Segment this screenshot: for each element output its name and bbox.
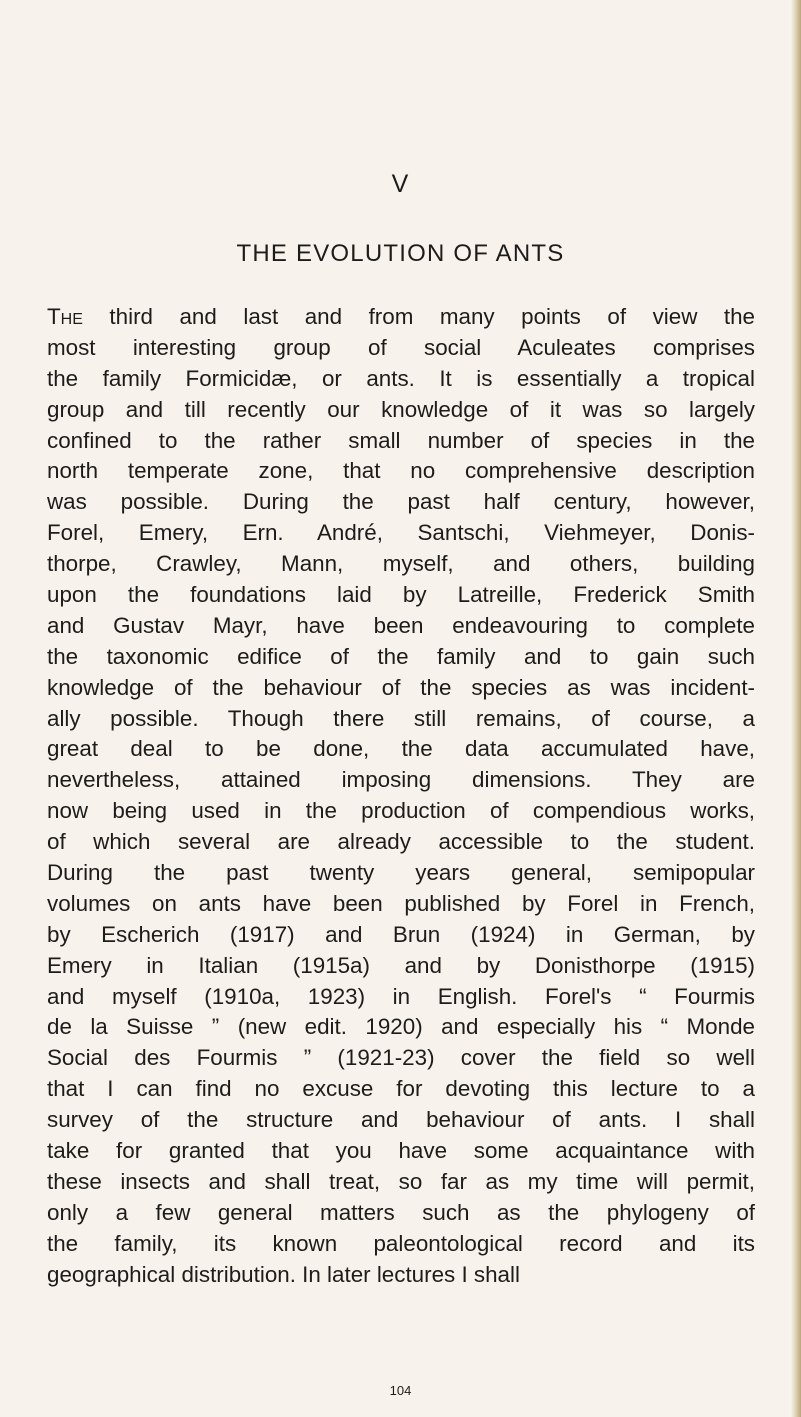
text-line: now being used in the production of compendious works, bbox=[47, 798, 755, 824]
text-line: by Escherich (1917) and Brun (1924) in German, by bbox=[47, 921, 755, 947]
text-line: knowledge of the behaviour of the species as was incident- bbox=[47, 674, 755, 700]
drop-word: The bbox=[47, 304, 83, 329]
text-line: During the past twenty years general, semipopular bbox=[47, 860, 755, 886]
text-line: and Gustav Mayr, have been endeavouring to complete bbox=[47, 612, 755, 638]
text-line: and myself (1910a, 1923) in English. Forel's “ Fourmis bbox=[47, 983, 755, 1009]
text-line: nevertheless, attained imposing dimensions. They are bbox=[47, 767, 755, 793]
text-line: take for granted that you have some acquaintance with bbox=[47, 1138, 755, 1164]
text-line: that I can find no excuse for devoting this lecture to a bbox=[47, 1076, 755, 1102]
text-line: only a few general matters such as the phylogeny of bbox=[47, 1199, 755, 1225]
body-text bbox=[47, 302, 755, 1291]
page-number: 104 bbox=[389, 1383, 412, 1398]
text-line: great deal to be done, the data accumulated have, bbox=[47, 736, 755, 762]
text-line: ally possible. Though there still remains, of course, a bbox=[47, 705, 755, 731]
text-line: thorpe, Crawley, Mann, myself, and others, building bbox=[47, 551, 755, 577]
text-line: Forel, Emery, Ern. André, Santschi, Viehmeyer, Donis- bbox=[47, 520, 755, 546]
text-line: confined to the rather small number of species in the bbox=[47, 427, 755, 453]
text-line: survey of the structure and behaviour of ants. I shall bbox=[47, 1107, 755, 1133]
text-line: north temperate zone, that no comprehensive description bbox=[47, 458, 755, 484]
text-line: group and till recently our knowledge of it was so largely bbox=[47, 396, 755, 422]
text-line: the taxonomic edifice of the family and to gain such bbox=[47, 643, 755, 669]
text-line: upon the foundations laid by Latreille, Frederick Smith bbox=[47, 582, 755, 608]
text-line: the family Formicidæ, or ants. It is essentially a tropical bbox=[47, 365, 755, 391]
page-edge bbox=[791, 0, 801, 1417]
text-line: of which several are already accessible to the student. bbox=[47, 829, 755, 855]
text-line: de la Suisse ” (new edit. 1920) and especially his “ Monde bbox=[47, 1014, 755, 1040]
text-line: the family, its known paleontological record and its bbox=[47, 1230, 755, 1256]
text-line: most interesting group of social Aculeates comprises bbox=[47, 334, 755, 360]
chapter-title: THE EVOLUTION OF ANTS bbox=[236, 240, 565, 267]
text-line: Emery in Italian (1915a) and by Donisthorpe (1915) bbox=[47, 952, 755, 978]
chapter-number: V bbox=[391, 170, 410, 198]
text-line: geographical distribution. In later lectures I shall bbox=[47, 1261, 520, 1287]
text-line: volumes on ants have been published by Forel in French, bbox=[47, 890, 755, 916]
text-line: Social des Fourmis ” (1921-23) cover the field so well bbox=[47, 1045, 755, 1071]
text-line: these insects and shall treat, so far as my time will permit, bbox=[47, 1168, 755, 1194]
text-line: The third and last and from many points of view the bbox=[47, 304, 755, 329]
text-line: was possible. During the past half century, however, bbox=[47, 489, 755, 515]
